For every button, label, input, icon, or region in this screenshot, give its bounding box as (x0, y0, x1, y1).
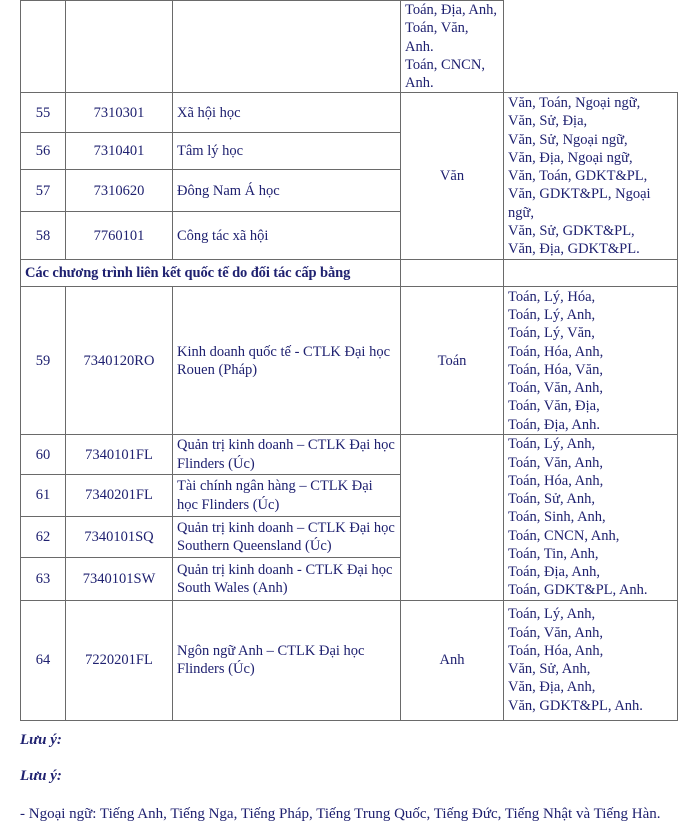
cell-index: 61 (21, 475, 66, 517)
combination-line: Toán, Hóa, Anh, (508, 472, 604, 489)
cell-major-code: 7310620 (66, 170, 173, 212)
combination-line: Toán, Văn, Anh, (508, 624, 603, 641)
cell-major-name: Tâm lý học (173, 133, 401, 170)
combination-line: Toán, Văn, Anh. (405, 20, 469, 55)
combination-line: Toán, Lý, Anh, (508, 606, 596, 623)
cell-subject-combinations (504, 287, 678, 435)
cell-major-name: Quản trị kinh doanh – CTLK Đại học Flinders (Úc) (173, 435, 401, 475)
cell-subject-combinations (504, 93, 678, 260)
cell-major-name: Kinh doanh quốc tế - CTLK Đại học Rouen (Pháp) (173, 287, 401, 435)
combination-line: Văn, Sử, Địa, (508, 113, 588, 130)
combination-line: Toán, Văn, Anh, (508, 380, 603, 397)
cell-major-code: 7760101 (66, 212, 173, 260)
combination-line: Văn, GDKT&PL, Anh. (508, 697, 643, 714)
section-group-cell (401, 260, 504, 287)
notes-section (20, 732, 677, 824)
cell-index: 56 (21, 133, 66, 170)
cell-major-name: Xã hội học (173, 93, 401, 133)
cell-major-code: 7310401 (66, 133, 173, 170)
note-label-2: Lưu ý: (20, 767, 62, 784)
cell-index (21, 1, 66, 93)
admissions-table-body (21, 1, 678, 721)
combination-line: Văn, Toán, Ngoại ngữ, (508, 95, 641, 112)
cell-major-code: 7340101FL (66, 435, 173, 475)
combination-line: Toán, CNCN, Anh, (508, 527, 620, 544)
combination-line: Văn, Sử, GDKT&PL, (508, 222, 635, 239)
cell-index: 62 (21, 516, 66, 557)
combination-line: Toán, Sử, Anh, (508, 491, 595, 508)
combination-line: Toán, Địa, Anh, (405, 2, 498, 18)
cell-major-code (66, 1, 173, 93)
cell-index: 59 (21, 287, 66, 435)
combination-line: Toán, GDKT&PL, Anh. (508, 582, 648, 599)
combination-line: Văn, Địa, Anh, (508, 679, 596, 696)
cell-main-subject: Anh (401, 600, 504, 720)
combination-line: Toán, Địa, Anh. (508, 416, 601, 433)
cell-index: 60 (21, 435, 66, 475)
combination-line: Toán, Lý, Hóa, (508, 288, 596, 305)
note-label-1: Lưu ý: (20, 731, 62, 748)
cell-subject-combinations (401, 1, 504, 93)
cell-index: 57 (21, 170, 66, 212)
section-combo-cell (504, 260, 678, 287)
combination-line: Toán, Hóa, Anh, (508, 642, 604, 659)
cell-major-code: 7220201FL (66, 600, 173, 720)
cell-major-name: Quản trị kinh doanh - CTLK Đại học South Wales (Anh) (173, 557, 401, 600)
combination-line: Văn, Sử, Anh, (508, 661, 591, 678)
combination-line: Văn, Địa, Ngoại ngữ, (508, 149, 633, 166)
table-row (21, 1, 678, 93)
note-text-foreign-languages: - Ngoại ngữ: Tiếng Anh, Tiếng Nga, Tiếng Pháp, Tiếng Trung Quốc, Tiếng Đức, Tiếng Nhật và Tiếng Hàn. (20, 805, 661, 822)
cell-index: 55 (21, 93, 66, 133)
combination-line: Toán, Hóa, Anh, (508, 343, 604, 360)
table-row (21, 435, 678, 475)
cell-major-name: Tài chính ngân hàng – CTLK Đại học Flinders (Úc) (173, 475, 401, 517)
cell-main-subject: Toán (401, 287, 504, 435)
cell-major-name: Quản trị kinh doanh – CTLK Đại học Southern Queensland (Úc) (173, 516, 401, 557)
combination-line: Toán, Văn, Địa, (508, 398, 600, 415)
cell-index: 64 (21, 600, 66, 720)
cell-major-name (173, 1, 401, 93)
cell-major-name: Ngôn ngữ Anh – CTLK Đại học Flinders (Úc) (173, 600, 401, 720)
cell-subject-combinations (504, 600, 678, 720)
cell-index: 58 (21, 212, 66, 260)
admissions-table (20, 0, 678, 721)
cell-major-code: 7340201FL (66, 475, 173, 517)
combination-line: Toán, Lý, Anh, (508, 307, 596, 324)
combination-line: Văn, Toán, GDKT&PL, (508, 168, 648, 185)
cell-main-subject (401, 435, 504, 600)
cell-main-subject: Văn (401, 93, 504, 260)
cell-subject-combinations (504, 435, 678, 600)
table-row (21, 287, 678, 435)
cell-major-code: 7340101SQ (66, 516, 173, 557)
table-row (21, 600, 678, 720)
cell-major-code: 7310301 (66, 93, 173, 133)
combination-line: Toán, Địa, Anh, (508, 564, 601, 581)
cell-index: 63 (21, 557, 66, 600)
section-header-label: Các chương trình liên kết quốc tế do đối tác cấp bằng (21, 260, 401, 287)
combination-line: Toán, CNCN, Anh. (405, 56, 485, 92)
cell-major-code: 7340120RO (66, 287, 173, 435)
combination-line: Toán, Văn, Anh, (508, 454, 603, 471)
cell-major-code: 7340101SW (66, 557, 173, 600)
cell-major-name: Đông Nam Á học (173, 170, 401, 212)
combination-line: Toán, Sinh, Anh, (508, 509, 606, 526)
combination-line: Văn, Sử, Ngoại ngữ, (508, 131, 628, 148)
combination-line: Toán, Lý, Văn, (508, 325, 595, 342)
table-section-row (21, 260, 678, 287)
combination-line: Toán, Hóa, Văn, (508, 361, 603, 378)
combination-line: Văn, GDKT&PL, Ngoại ngữ, (508, 186, 651, 221)
cell-major-name: Công tác xã hội (173, 212, 401, 260)
combination-line: Văn, Địa, GDKT&PL. (508, 241, 640, 258)
combination-line: Toán, Tin, Anh, (508, 545, 599, 562)
table-row (21, 93, 678, 133)
combination-line: Toán, Lý, Anh, (508, 436, 596, 453)
